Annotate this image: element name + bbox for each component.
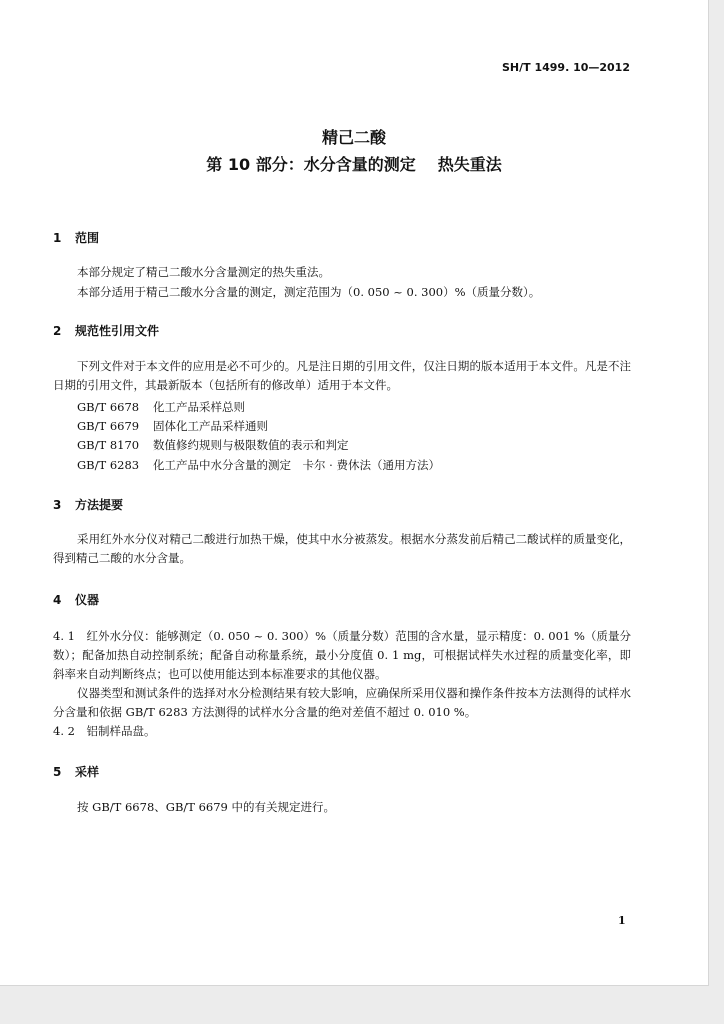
section-number: 4 bbox=[53, 593, 62, 607]
reference-code: GB/T 6679 bbox=[77, 419, 140, 433]
references-intro: 下列文件对于本文件的应用是必不可少的。凡是注日期的引用文件，仅注日期的版本适用于本文件。凡是不注日期的引用文件，其最新版本（包括所有的修改单）适用于本文件。 bbox=[53, 359, 631, 392]
section-heading-apparatus bbox=[53, 591, 99, 608]
section-title: 采样 bbox=[75, 765, 100, 779]
section-heading-scope bbox=[53, 229, 99, 246]
scope-paragraph-2: 本部分适用于精己二酸水分含量的测定，测定范围为（0. 050 ~ 0. 300）%（质量分数）。 bbox=[77, 285, 541, 299]
apparatus-4-2: 4. 2 铝制样品盘。 bbox=[53, 724, 156, 738]
reference-item bbox=[77, 399, 245, 415]
reference-title: 化工产品采样总则 bbox=[153, 400, 245, 414]
section-heading-principle bbox=[53, 496, 123, 513]
section-number: 3 bbox=[53, 498, 62, 512]
section-title: 方法提要 bbox=[75, 498, 124, 512]
section-title: 仪器 bbox=[75, 593, 100, 607]
principle-paragraph: 采用红外水分仪对精己二酸进行加热干燥，使其中水分被蒸发。根据水分蒸发前后精己二酸试样的质量变化，得到精己二酸的水分含量。 bbox=[53, 532, 631, 565]
page-number: 1 bbox=[618, 914, 626, 927]
subtitle-part: 第 10 部分：水分含量的测定 bbox=[206, 155, 416, 174]
reference-code: GB/T 6678 bbox=[77, 400, 140, 414]
reference-code: GB/T 8170 bbox=[77, 438, 140, 452]
document-subtitle bbox=[0, 152, 708, 175]
reference-item bbox=[77, 457, 440, 473]
apparatus-4-1: 4. 1 红外水分仪：能够测定（0. 050 ~ 0. 300）%（质量分数）范围的含水量，显示精度：0. 001 %（质量分数）；配备加热自动控制系统；配备自动称量系统，最小分度值 0. 1 mg，可根据试样失水过程的质量变化率，即斜率来自动判断终点；也可以使用能达到本标准要求的其他仪器。 bbox=[53, 629, 631, 681]
section-title: 规范性引用文件 bbox=[75, 324, 160, 338]
section-number: 1 bbox=[53, 231, 62, 245]
subtitle-method: 热失重法 bbox=[437, 155, 502, 174]
section-heading-references bbox=[53, 322, 159, 339]
reference-item bbox=[77, 418, 268, 434]
reference-title: 固体化工产品采样通则 bbox=[153, 419, 268, 433]
document-title: 精己二酸 bbox=[321, 128, 386, 147]
apparatus-note: 仪器类型和测试条件的选择对水分检测结果有较大影响，应确保所采用仪器和操作条件按本方法测得的试样水分含量和依据 GB/T 6283 方法测得的试样水分含量的绝对差值不超过 0. 010 %。 bbox=[53, 686, 631, 719]
section-heading-sampling bbox=[53, 763, 99, 780]
reference-item bbox=[77, 437, 349, 453]
standard-code: SH/T 1499. 10—2012 bbox=[501, 61, 630, 74]
section-number: 5 bbox=[53, 765, 62, 779]
section-title: 范围 bbox=[75, 231, 100, 245]
section-number: 2 bbox=[53, 324, 62, 338]
scope-paragraph-1: 本部分规定了精己二酸水分含量测定的热失重法。 bbox=[77, 265, 330, 279]
reference-title: 化工产品中水分含量的测定 卡尔 · 费休法（通用方法） bbox=[153, 458, 440, 472]
reference-title: 数值修约规则与极限数值的表示和判定 bbox=[153, 438, 349, 452]
reference-code: GB/T 6283 bbox=[77, 458, 140, 472]
sampling-paragraph: 按 GB/T 6678、GB/T 6679 中的有关规定进行。 bbox=[77, 800, 336, 814]
